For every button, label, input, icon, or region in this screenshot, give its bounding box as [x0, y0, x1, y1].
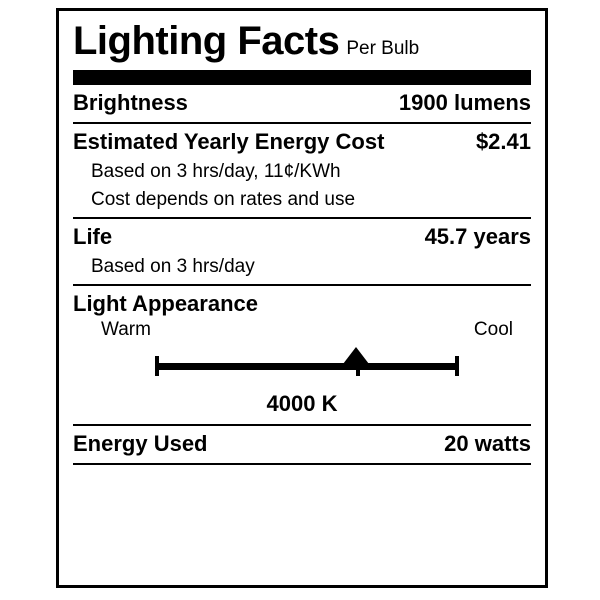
energy-used-value: 20 watts	[444, 431, 531, 456]
brightness-row	[73, 85, 531, 122]
scale-max-label: Cool	[473, 319, 513, 340]
energy-cost-note-1: Based on 3 hrs/day, 11¢/KWh	[91, 161, 341, 182]
label-title-row	[73, 11, 531, 61]
life-note: Based on 3 hrs/day	[91, 256, 255, 277]
energy-cost-value: $2.41	[475, 129, 531, 154]
scale-marker-triangle-icon	[343, 347, 369, 364]
page-title: Lighting Facts	[73, 19, 340, 63]
title-divider-bar	[73, 70, 531, 85]
scale-bar	[155, 363, 459, 370]
lighting-facts-label	[56, 8, 548, 588]
energy-used-row	[73, 426, 531, 463]
page-subtitle: Per Bulb	[346, 38, 420, 59]
life-row	[73, 219, 531, 256]
energy-cost-note-2: Cost depends on rates and use	[91, 189, 356, 210]
label-inner	[59, 11, 545, 551]
scale-tick-right	[455, 356, 459, 376]
energy-cost-row	[73, 124, 531, 161]
color-temperature-value: 4000 K	[266, 391, 338, 416]
label-bottom-space	[73, 465, 531, 551]
scale-tick-left	[155, 356, 159, 376]
light-appearance-scale	[73, 347, 531, 389]
light-appearance-scale-labels	[73, 319, 531, 343]
life-value: 45.7 years	[424, 224, 531, 249]
brightness-label: Brightness	[73, 90, 188, 115]
light-appearance-label: Light Appearance	[73, 291, 258, 316]
scale-min-label: Warm	[101, 319, 151, 340]
energy-cost-label: Estimated Yearly Energy Cost	[73, 129, 385, 154]
brightness-value: 1900 lumens	[398, 90, 531, 115]
energy-used-label: Energy Used	[73, 431, 208, 456]
life-label: Life	[73, 224, 113, 249]
